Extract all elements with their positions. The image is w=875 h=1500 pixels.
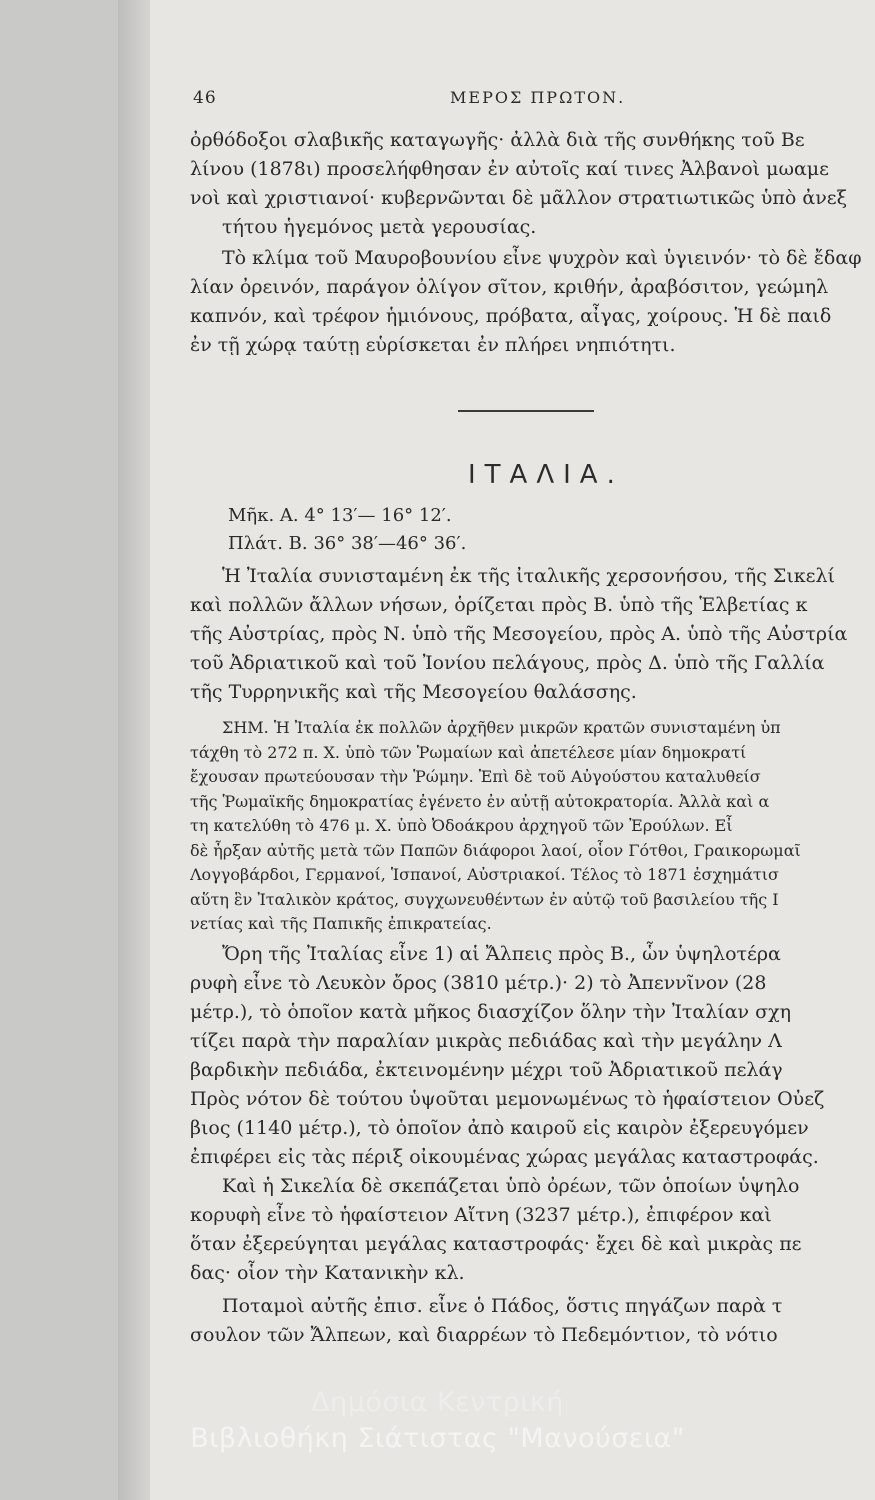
paragraph-climate <box>190 244 875 360</box>
paragraph-serbia-end <box>190 126 875 242</box>
text-line: Καὶ ἡ Σικελία δὲ σκεπάζεται ὑπὸ ὀρέων, τῶν ὁποίων ὑψηλο <box>222 1175 800 1197</box>
text-line: Πρὸς νότον δὲ τούτου ὑψοῦται μεμονωμένως τὸ ἡφαίστειον Οὐεζ <box>190 1088 825 1110</box>
text-line: ἔχουσαν πρωτεύουσαν τὴν Ῥώμην. Ἐπὶ δὲ τοῦ Αὐγούστου καταλυθείσ <box>190 767 761 786</box>
text-line: τη κατελύθη τὸ 476 μ. Χ. ὑπὸ Ὀδοάκρου ἀρχηγοῦ τῶν Ἐρούλων. Εἶ <box>190 816 733 835</box>
text-line: τῆς Ῥωμαϊκῆς δημοκρατίας ἐγένετο ἐν αὐτῇ αὐτοκρατορία. Ἀλλὰ καὶ α <box>190 791 770 811</box>
text-line: αὕτη ἓν Ἰταλικὸν κράτος, συγχωνευθέντων ἐν αὐτῷ τοῦ βασιλείου τῆς Ι <box>190 889 779 909</box>
text-line: Ἡ Ἰταλία συνισταμένη ἐκ τῆς ἰταλικῆς χερσονήσου, τῆς Σικελί <box>222 565 835 587</box>
text-line: ἐπιφέρει εἰς τὰς πέριξ οἰκουμένας χώρας μεγάλας καταστροφάς. <box>190 1146 819 1168</box>
running-title: ΜΕΡΟΣ ΠΡΩΤΟΝ. <box>450 88 626 107</box>
page-header <box>0 82 875 112</box>
text-line: τίζει παρὰ τὴν παραλίαν μικρὰς πεδιάδας καὶ τὴν μεγάλην Λ <box>190 1030 782 1052</box>
latitude-line: Πλάτ. Β. 36° 38′—46° 36′. <box>228 533 467 554</box>
text-line: νοὶ καὶ χριστιανοί· κυβερνῶνται δὲ μᾶλλον στρατιωτικῶς ὑπὸ ἀνεξ <box>190 187 848 209</box>
text-line: βαρδικὴν πεδιάδα, ἐκτεινομένην μέχρι τοῦ Ἀδριατικοῦ πελάγ <box>190 1059 783 1081</box>
section-title-italy: ΙΤΑΛΙΑ. <box>468 460 624 490</box>
text-line: ὅταν ἐξερεύγηται μεγάλας καταστροφάς· ἔχει δὲ καὶ μικρὰς πε <box>190 1233 802 1255</box>
text-line: λίαν ὀρεινόν, παράγον ὀλίγον σῖτον, κριθήν, ἀραβόσιτον, γεώμηλ <box>190 276 829 298</box>
text-line: κορυφὴ εἶνε τὸ ἡφαίστειον Αἴτνη (3237 μέτρ.), ἐπιφέρον καὶ <box>190 1204 772 1226</box>
library-watermark <box>0 1385 875 1457</box>
text-line: καπνόν, καὶ τρέφον ἡμιόνους, πρόβατα, αἶγας, χοίρους. Ἡ δὲ παιδ <box>190 305 832 327</box>
text-line: Ποταμοὶ αὐτῆς ἐπισ. εἶνε ὁ Πάδος, ὅστις πηγάζων παρὰ τ <box>222 1295 783 1317</box>
watermark-line: Δημόσια Κεντρική <box>311 1387 564 1418</box>
text-line: Τὸ κλίμα τοῦ Μαυροβουνίου εἶνε ψυχρὸν καὶ ὑγιεινόν· τὸ δὲ ἔδαφ <box>222 247 862 269</box>
text-line: ἐν τῇ χώρᾳ ταύτῃ εὑρίσκεται ἐν πλήρει νηπιότητι. <box>190 334 676 356</box>
text-line: ΣΗΜ. Ἡ Ἰταλία ἐκ πολλῶν ἀρχῆθεν μικρῶν κρατῶν συνισταμένη ὑπ <box>222 718 781 737</box>
text-line: σουλον τῶν Ἄλπεων, καὶ διαρρέων τὸ Πεδεμόντιον, τὸ νότιο <box>190 1324 778 1346</box>
longitude-line: Μῆκ. Α. 4° 13′— 16° 12′. <box>228 505 452 526</box>
paragraph-borders <box>190 562 875 707</box>
text-line: νετίας καὶ τῆς Παπικῆς ἐπικρατείας. <box>190 914 492 933</box>
text-line: δὲ ἦρξαν αὐτῆς μετὰ τῶν Παπῶν διάφοροι λαοί, οἷον Γότθοι, Γραικορωμαῖ <box>190 840 801 860</box>
text-line: τῆς Τυρρηνικῆς καὶ τῆς Μεσογείου θαλάσσης. <box>190 681 637 703</box>
text-line: τῆς Αὐστρίας, πρὸς Ν. ὑπὸ τῆς Μεσογείου, πρὸς Α. ὑπὸ τῆς Αὐστρία <box>190 623 848 645</box>
text-line: καὶ πολλῶν ἄλλων νήσων, ὁρίζεται πρὸς Β. ὑπὸ τῆς Ἑλβετίας κ <box>190 594 808 616</box>
page-number: 46 <box>193 88 217 108</box>
section-divider <box>458 410 594 412</box>
text-line: τήτου ἡγεμόνος μετὰ γερουσίας. <box>222 216 537 238</box>
text-line: Ὄρη τῆς Ἰταλίας εἶνε 1) αἱ Ἄλπεις πρὸς Β., ὧν ὑψηλοτέρα <box>222 943 781 965</box>
paragraph-rivers <box>190 1292 875 1350</box>
text-line: βιος (1140 μέτρ.), τὸ ὁποῖον ἀπὸ καιροῦ εἰς καιρὸν ἐξερευγόμεν <box>190 1117 809 1139</box>
paragraph-sicily <box>190 1172 875 1288</box>
text-line: λίνου (1878ι) προσελήφθησαν ἐν αὐτοῖς καί τινες Ἀλβανοὶ μωαμε <box>190 158 829 180</box>
text-line: τοῦ Ἀδριατικοῦ καὶ τοῦ Ἰονίου πελάγους, πρὸς Δ. ὑπὸ τῆς Γαλλία <box>190 652 825 674</box>
text-line: τάχθη τὸ 272 π. Χ. ὑπὸ τῶν Ῥωμαίων καὶ ἀπετέλεσε μίαν δημοκρατί <box>190 742 747 762</box>
text-line: μέτρ.), τὸ ὁποῖον κατὰ μῆκος διασχίζον ὅλην τὴν Ἰταλίαν σχη <box>190 1001 791 1023</box>
text-line: ρυφὴ εἶνε τὸ Λευκὸν ὄρος (3810 μέτρ.)· 2) τὸ Ἀπεννῖνον (28 <box>190 972 767 994</box>
text-line: δας· οἷον τὴν Κατανικὴν κλ. <box>190 1262 465 1284</box>
text-line: ὀρθόδοξοι σλαβικῆς καταγωγῆς· ἀλλὰ διὰ τῆς συνθήκης τοῦ Βε <box>190 129 805 151</box>
paragraph-history-note <box>190 716 875 937</box>
text-line: Λογγοβάρδοι, Γερμανοί, Ἱσπανοί, Αὐστριακοί. Τέλος τὸ 1871 ἐσχημάτισ <box>190 865 779 884</box>
watermark-line: Βιβλιοθήκη Σιάτιστας "Μανούσεια" <box>190 1423 685 1454</box>
paragraph-mountains <box>190 940 875 1172</box>
